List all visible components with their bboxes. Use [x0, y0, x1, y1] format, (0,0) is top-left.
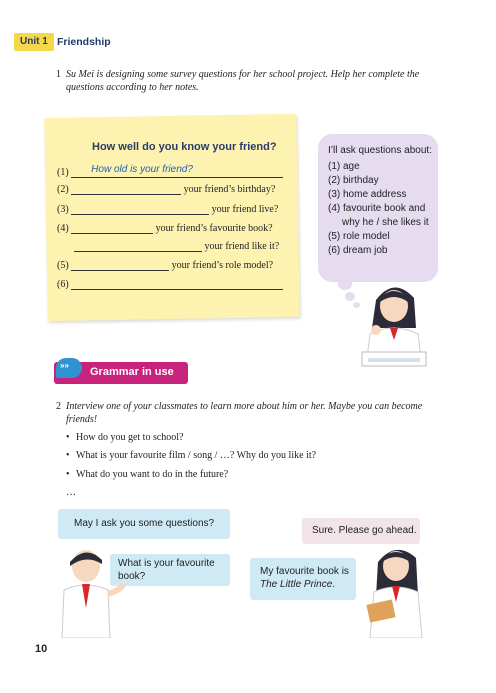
bubble-item: (4) favourite book and: [328, 203, 426, 214]
list-item-text: How do you get to school?: [76, 432, 184, 443]
exercise-2-text: Interview one of your classmates to learn more about him or her. Maybe you can become friends!: [66, 401, 423, 425]
speech-bubble-boy-1: [58, 509, 230, 539]
girl-holding-book-illustration: [360, 540, 436, 638]
exercise-1-instruction: [56, 68, 436, 96]
note-item-1-num: (1): [57, 167, 69, 178]
note-item-2-num: (2): [57, 184, 69, 195]
list-item-text: What do you want to do in the future?: [76, 469, 229, 480]
unit-badge: Unit 1: [14, 33, 54, 51]
note-item-4b-blank[interactable]: [74, 240, 202, 252]
note-item-2: [57, 183, 275, 195]
exercise-2-instruction: [56, 400, 436, 428]
bubble-item: (6) dream job: [328, 245, 388, 256]
bubble-item: (3) home address: [328, 189, 407, 200]
page-number: 10: [35, 643, 48, 655]
note-item-1: [57, 166, 283, 178]
note-item-4-suffix: your friend’s favourite book?: [155, 223, 273, 234]
note-item-6-num: (6): [57, 279, 69, 290]
note-item-5-num: (5): [57, 260, 69, 271]
speech-text: May I ask you some questions?: [74, 518, 215, 529]
bubble-text: [328, 144, 440, 258]
note-item-5: [57, 259, 273, 271]
grammar-icon-text: »»: [60, 361, 69, 370]
note-item-4b: [74, 240, 279, 252]
bubble-item: (2) birthday: [328, 175, 379, 186]
note-item-5-suffix: your friend’s role model?: [171, 260, 274, 271]
note-item-4-blank[interactable]: [71, 222, 153, 234]
bubble-intro: I’ll ask questions about:: [328, 145, 432, 156]
speech-text: Sure. Please go ahead.: [312, 525, 417, 536]
speech-text-end: .: [332, 579, 336, 590]
list-item-text: What is your favourite film / song / …? Why do you like it?: [76, 450, 317, 461]
note-item-2-suffix: your friend’s birthday?: [183, 184, 276, 195]
speech-bubble-girl-2: [250, 558, 356, 600]
ellipsis: …: [66, 487, 76, 498]
note-item-4b-suffix: your friend like it?: [204, 241, 280, 252]
bubble-item: (5) role model: [328, 231, 390, 242]
note-item-6: [57, 278, 283, 290]
interview-questions: [66, 432, 426, 502]
unit-title: Friendship: [57, 36, 111, 48]
list-item: • How do you get to school?: [66, 432, 184, 443]
note-item-2-blank[interactable]: [71, 183, 181, 195]
list-item: • What is your favourite film / song / …? Why do you like it?: [66, 450, 317, 461]
note-item-3-suffix: your friend live?: [211, 204, 279, 215]
note-item-6-blank[interactable]: [71, 278, 283, 290]
exercise-1-number: 1: [56, 69, 61, 80]
grammar-label: Grammar in use: [90, 366, 174, 378]
list-item: • What do you want to do in the future?: [66, 469, 229, 480]
exercise-2-number: 2: [56, 401, 61, 412]
boy-illustration: [52, 546, 128, 638]
note-item-4: [57, 222, 273, 234]
note-item-3-blank[interactable]: [71, 203, 209, 215]
note-item-5-blank[interactable]: [71, 259, 169, 271]
speech-bubble-boy-2: [110, 554, 230, 586]
bubble-item: why he / she likes it: [342, 217, 429, 228]
note-item-1-blank[interactable]: [71, 166, 283, 178]
note-item-4-num: (4): [57, 223, 69, 234]
note-item-3: [57, 203, 278, 215]
thought-dot: [338, 278, 352, 290]
speech-text: What is your favourite book?: [118, 558, 215, 582]
note-item-3-num: (3): [57, 204, 69, 215]
book-title: The Little Prince: [260, 579, 333, 590]
note-title: How well do you know your friend?: [92, 141, 277, 153]
speech-text-prefix: My favourite book is: [260, 566, 349, 577]
bubble-item: (1) age: [328, 161, 360, 172]
speech-text: [250, 558, 356, 591]
thought-dot: [345, 292, 355, 301]
note-item-1-answer: How old is your friend?: [91, 164, 193, 175]
girl-reading-illustration: [356, 278, 432, 370]
exercise-1-text: Su Mei is designing some survey questions for her school project. Help her complete the questions according to her notes.: [66, 69, 420, 93]
